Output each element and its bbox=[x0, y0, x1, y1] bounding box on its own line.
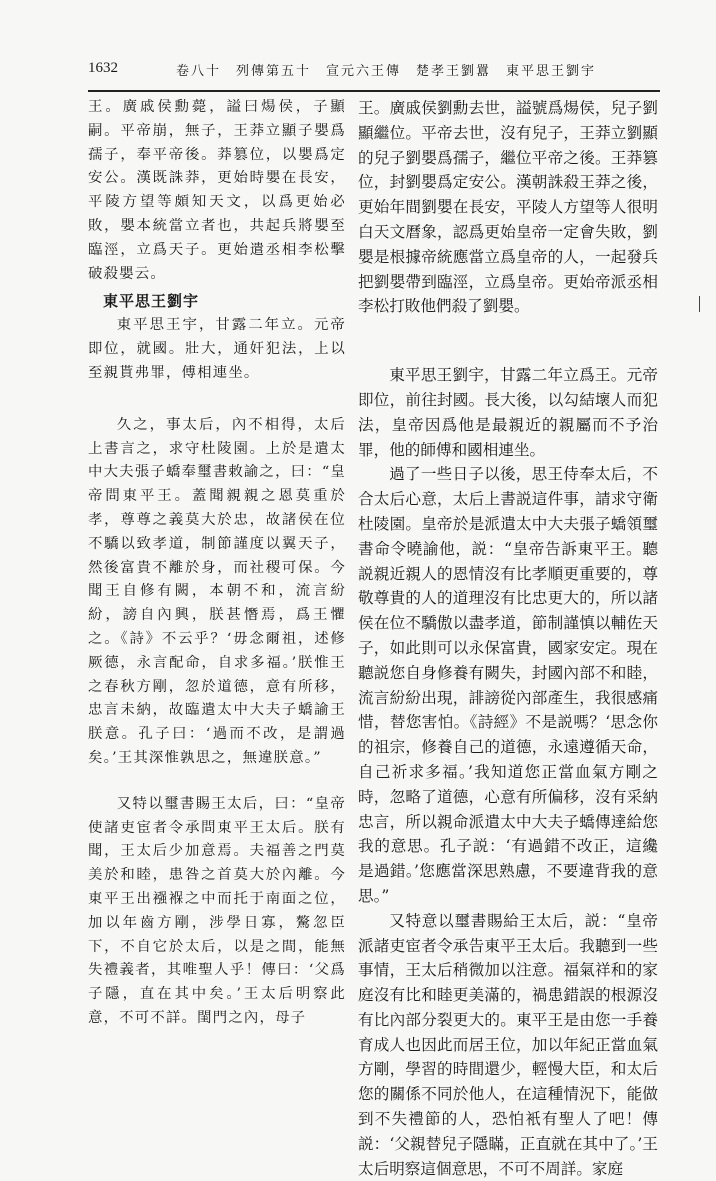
classical-text-column bbox=[88, 96, 347, 1026]
translation-paragraph: 王。廣戚侯劉勳去世，謚號爲煬侯，兒子劉顯繼位。平帝去世，沒有兒子，王莽立劉顯的兒子劉嬰爲孺子，繼位平帝之後。王莽篡位，封劉嬰爲定安公。漢朝誅殺王莽之後，更始年間劉嬰在長安，平陵人方望等人很明白天文曆象，認爲更始皇帝一定會失敗，劉嬰是根據帝統應當立爲皇帝的人，一起發兵把劉嬰帶到臨涇，立爲皇帝。更始帝派丞相李松打敗他們殺了劉嬰。 bbox=[358, 99, 658, 316]
translation-column bbox=[358, 96, 658, 1178]
translation-paragraph: 過了一些日子以後，思王侍奉太后，不合太后心意，太后上書説這件事，請求守衛杜陵園。皇帝於是派遣太中大夫張子蟜領璽書命令曉諭他，説：“皇帝告訴東平王。聽説親近親人的恩情沒有比孝順更重要的，尊敬尊貴的人的道理沒有比忠更大的，所以諸侯在位不驕傲以盡孝道，節制謹慎以輔佐天子，如此則可以永保富貴，國家安定。現在聽説您自身修養有闕失，封國內部不和睦，流言紛紛出現，誹謗從內部產生，我很感痛惜，替您害怕。《詩經》不是説嗎？‘思念你的祖宗，修養自己的道德，永遠遵循天命，自己祈求多福。’我知道您正當血氣方剛之時，忽略了道德，心意有所偏移，沒有采納忠言，所以親命派遣太中大夫子蟜傳達給您我的意思。孔子説：‘有過錯不改正，這纔是過錯。’您應當深思熟慮，不要違背我的意思。” bbox=[358, 465, 658, 905]
classical-paragraph: 久之，事太后，內不相得，太后上書言之，求守杜陵園。上於是遣太中大夫張子蟜奉璽書敕諭之，曰：“皇帝問東平王。蓋聞親親之恩莫重於孝，尊尊之義莫大於忠，故諸侯在位不驕以致孝道，制節謹度以翼天子，然後富貴不離於身，而社稷可保。今聞王自修有闕，本朝不和，流言紛紛，謗自內興，朕甚憯焉，爲王懼之。《詩》不云乎？‘毋念爾祖，述修厥德，永言配命，自求多福。’朕惟王之春秋方剛，忽於道德，意有所移，忠言未納，故臨遣太中大夫子蟜諭王朕意。孔子曰：‘過而不改，是謂過矣。’王其深惟孰思之，無違朕意。” bbox=[88, 416, 347, 766]
running-header bbox=[88, 60, 648, 86]
margin-mark bbox=[699, 296, 700, 312]
classical-paragraph: 東平思王宇，甘露二年立。元帝即位，就國。壯大，通奸犯法，上以至親貰弗罪，傅相連坐。 bbox=[88, 317, 346, 381]
page-number: 1632 bbox=[88, 60, 118, 76]
header-rule bbox=[88, 90, 660, 92]
translation-paragraph: 東平思王劉宇，甘露二年立爲王。元帝即位，前往封國。長大後，以勾結壞人而犯法，皇帝因爲他是最親近的親屬而不予治罪，他的師傅和國相連坐。 bbox=[358, 366, 658, 459]
translation-paragraph: 又特意以璽書賜給王太后，説：“皇帝派諸吏宦者令承告東平王太后。我聽到一些事情，王太后稍微加以注意。福氣祥和的家庭沒有比和睦更美滿的，禍患錯誤的根源沒有比內部分裂更大的。東平王是由您一手養育成人也因此而居王位，加以年紀正當血氣方剛，學習的時間還少，輕慢大臣，和太后您的關係不同於他人，在這種情況下，能做到不失禮節的人，恐怕衹有聖人了吧！傳説：‘父親替兒子隱瞞，正直就在其中了。’王太后明察這個意思，不可不周詳。家庭 bbox=[358, 911, 658, 1178]
classical-paragraph: 又特以璽書賜王太后，曰：“皇帝使諸吏宦者令承問東平王太后。朕有聞，王太后少加意焉。夫福善之門莫美於和睦，患咎之首莫大於內離。今東平王出襁褓之中而托于南面之位，加以年齒方剛，涉學日寡，驁忽臣下，不自它於太后，以是之間，能無失禮義者，其唯聖人乎！傳曰：‘父爲子隱，直在其中矣。’王太后明察此意，不可不詳。閨門之內，母子 bbox=[88, 795, 346, 1026]
section-heading: 東平思王劉宇 bbox=[103, 292, 200, 311]
classical-paragraph: 王。廣戚侯勳薨，謚曰煬侯，子顯嗣。平帝崩，無子，王莽立顯子嬰爲孺子，奉平帝後。莽篡位，以嬰爲定安公。漢既誅莽，更始時嬰在長安，平陵方望等頗知天文，以爲更始必敗，嬰本統當立者也，共起兵將嬰至臨涇，立爲天子。更始遣丞相李松擊破殺嬰云。 bbox=[88, 99, 346, 282]
running-head-title: 卷八十 列傳第五十 宣元六王傳 楚孝王劉囂 東平思王劉宇 bbox=[176, 64, 597, 79]
